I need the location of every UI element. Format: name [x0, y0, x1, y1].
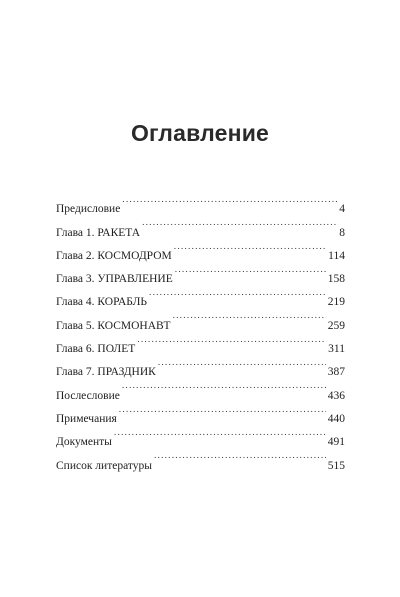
toc-entry-page: 219: [327, 296, 345, 309]
toc-leader-dots: [173, 305, 326, 328]
toc-entry-page: 158: [327, 273, 345, 286]
toc-entry-page: 259: [327, 319, 345, 332]
toc-entry-page: 8: [339, 226, 345, 239]
toc-entry-page: 114: [328, 249, 345, 262]
toc-entry-page: 311: [328, 343, 345, 356]
toc-entry-label: Список литературы: [56, 459, 152, 472]
toc-entry-page: 4: [339, 203, 345, 216]
toc-entry-label: Глава 4. КОРАБЛЬ: [56, 296, 148, 309]
toc-entry: [56, 189, 345, 216]
toc-entry-label: Документы: [56, 436, 112, 449]
toc-leader-dots: [158, 352, 326, 375]
page-title: Оглавление: [130, 120, 270, 146]
toc-entry-label: Глава 3. УПРАВЛЕНИЕ: [56, 273, 173, 286]
toc-leader-dots: [119, 399, 326, 422]
toc-leader-dots: [154, 445, 326, 468]
toc-entry-label: Глава 7. ПРАЗДНИК: [56, 366, 156, 379]
toc-entry-label: Предисловие: [56, 203, 121, 216]
toc-leader-dots: [142, 212, 337, 235]
toc-entry-label: Примечания: [56, 412, 117, 425]
toc-entry-page: 491: [327, 436, 345, 449]
toc-leader-dots: [175, 259, 326, 282]
table-of-contents: [56, 189, 345, 472]
toc-entry-page: 436: [327, 389, 345, 402]
toc-entry-label: Глава 1. РАКЕТА: [56, 226, 141, 239]
toc-leader-dots: [149, 282, 326, 305]
toc-entry-page: 440: [327, 412, 345, 425]
toc-entry-label: Глава 6. ПОЛЕТ: [56, 343, 136, 356]
toc-entry-label: Глава 5. КОСМОНАВТ: [56, 319, 171, 332]
toc-leader-dots: [122, 189, 337, 212]
toc-leader-dots: [174, 236, 326, 259]
toc-leader-dots: [114, 422, 326, 445]
toc-entry-page: 387: [327, 366, 345, 379]
toc-entry-label: Послесловие: [56, 389, 120, 402]
toc-leader-dots: [122, 375, 326, 398]
toc-entry-page: 515: [327, 459, 345, 472]
toc-leader-dots: [137, 329, 326, 352]
toc-entry-label: Глава 2. КОСМОДРОМ: [56, 249, 172, 262]
